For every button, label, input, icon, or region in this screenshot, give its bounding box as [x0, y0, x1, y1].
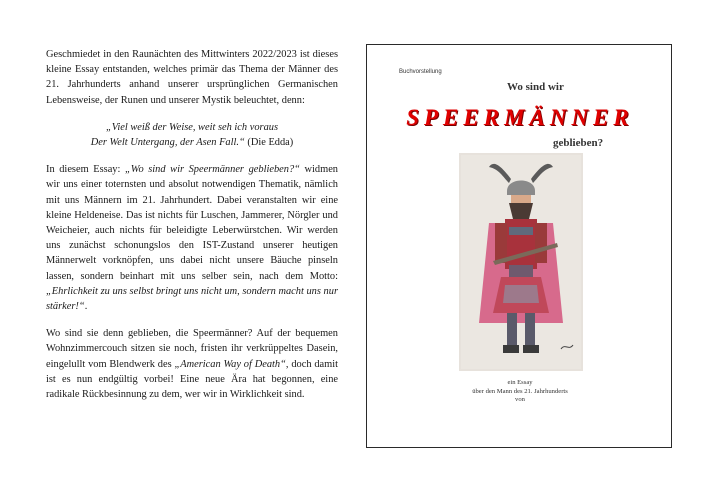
cover-sub-1: ein Essay — [507, 379, 533, 386]
p3-quote: „American Way of Death“ — [174, 358, 286, 370]
p2-end: . — [84, 301, 88, 313]
quote-line-1: „Viel weiß der Weise, weit seh ich voraus — [106, 121, 278, 133]
quote-line-2: Der Welt Untergang, der Asen Fall.“ — [90, 137, 245, 149]
intro-paragraph: Geschmiedet in den Raunächten des Mittwinters 2022/2023 ist dieses kleine Essay entstanden, welches primär das Thema der Männer des 21. Jahrhunderts anhand unserer ursprünglichen Germanischen Lebensweise, der Runen und unserer Mystik beleuchtet, denn: — [46, 49, 338, 106]
warrior-illustration — [459, 153, 583, 371]
p2-lead: In diesem Essay: — [46, 164, 125, 176]
book-cover — [366, 44, 672, 448]
cover-title-main: SPEERMÄNNER — [406, 105, 634, 130]
closing-paragraph — [46, 326, 338, 402]
p2-book-title: „Wo sind wir Speermänner geblieben?“ — [124, 164, 300, 176]
edda-quote — [46, 120, 338, 150]
cover-label: Buchvorstellung — [399, 69, 442, 75]
quote-source: (Die Edda) — [244, 137, 294, 149]
cover-title-top: Wo sind wir — [507, 81, 564, 93]
p3-body: , doch damit ist es nun endgültig vorbei! Eine neue Ära hat begonnen, eine radikale Rückbesinnung zu dem, wer wir in Wirklichkeit sind. — [46, 358, 338, 401]
cover-sub-3: von — [515, 396, 525, 404]
essay-paragraph — [46, 162, 338, 314]
cover-sub-2: über den Mann des 21. Jahrhunderts — [472, 387, 568, 395]
p3-lead: Wo sind sie denn geblieben, die Speermänner? Auf der bequemen Wohnzimmercouch sitzen sie noch, fristen ihr verkrüppeltes Dasein, eingelullt vom Blendwerk des — [46, 328, 338, 370]
cover-title-bottom: geblieben? — [553, 137, 604, 149]
p2-motto: „Ehrlichkeit zu uns selbst bringt uns nicht um, sondern macht uns nur stärker!“ — [46, 285, 338, 313]
essay-text — [46, 47, 338, 414]
p2-body: widmen wir uns einer toternsten und absolut notwendigen Thematik, nämlich mit uns Männern im 21. Jahrhundert. Dabei veranstalten wir eine kleine Heldeneise. Das ist nichts für Luschen, Jammerer, Nörgler und Weicheier, auch nichts für beleidigte Leberwürstchen. Wir werden uns zunächst schonungslos den IST-Zustand unserer heutigen Männerwelt vorknöpfen, uns dabei nicht unsere Bäuche pinseln lassen, sondern beinhart mit uns selber sein, nach dem Motto: — [46, 164, 338, 282]
cover-subtitle — [367, 379, 673, 405]
